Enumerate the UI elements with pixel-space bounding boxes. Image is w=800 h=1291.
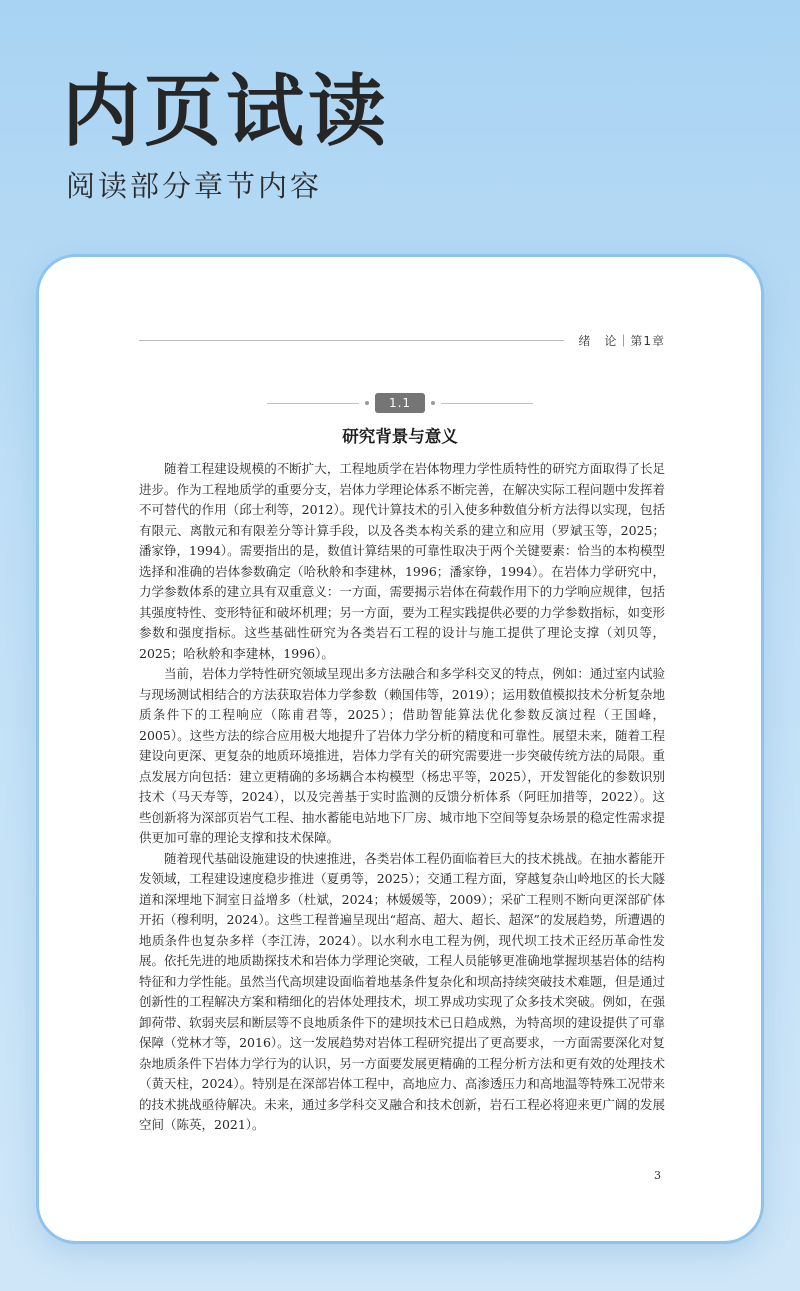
hero-title: 内页试读 [62,67,391,157]
paragraph-3: 随着现代基础设施建设的快速推进，各类岩体工程仍面临着巨大的技术挑战。在抽水蓄能开发领域，工程建设速度稳步推进（夏勇等，2025）；交通工程方面，穿越复杂山岭地区的长大隧道和深埋地下洞室日益增多（杜斌，2024；林媛媛等，2009）；采矿工程则不断向更深部矿体开拓（穆利明，2024）。这些工程普遍呈现出“超高、超大、超长、超深”的发展趋势，所遭遇的地质条件也复杂多样（李江涛，2024）。以水利水电工程为例，现代坝工技术正经历革命性发展。依托先进的地质勘探技术和岩体力学理论突破，工程人员能够更准确地掌握坝基岩体的结构特征和力学性能。虽然当代高坝建设面临着地基条件复杂化和坝高持续突破技术难题，但是通过创新性的工程解决方案和精细化的岩体处理技术，坝工界成功实现了众多技术突破。例如，在强卸荷带、软弱夹层和断层等不良地质条件下的建坝技术已日趋成熟，为特高坝的建设提供了可靠保障（党林才等，2016）。这一发展趋势对岩体工程研究提出了更高要求，一方面需要深化对复杂地质条件下岩体力学行为的认识，另一方面要发展更精确的工程分析方法和更有效的处理技术（黄天柱，2024）。特别是在深部岩体工程中，高地应力、高渗透压力和高地温等特殊工况带来的技术挑战亟待解决。未来，通过多学科交叉融合和技术创新，岩石工程必将迎来更广阔的发展空间（陈英，2021）。 [139,850,665,1132]
section-number-badge: 1.1 [375,393,425,413]
ornament-dot-right [431,401,435,405]
page-number: 3 [654,1169,661,1182]
ornament-dot-left [365,401,369,405]
ornament-line-left [267,403,359,404]
paragraph-1: 随着工程建设规模的不断扩大，工程地质学在岩体物理力学性质特性的研究方面取得了长足进步。作为工程地质学的重要分支，岩体力学理论体系不断完善，在解决实际工程问题中发挥着不可替代的作用（邱士利等，2012）。现代计算技术的引入使多种数值分析方法得以实现，包括有限元、离散元和有限差分等计算手段，以及各类本构关系的建立和应用（罗斌玉等，2025；潘家铮，1994）。需要指出的是，数值计算结果的可靠性取决于两个关键要素：恰当的本构模型选择和准确的岩体参数确定（哈秋舲和李建林，1996；潘家铮，1994）。在岩体力学研究中，力学参数体系的建立具有双重意义：一方面，需要揭示岩体在荷载作用下的力学响应规律，包括其强度特性、变形特征和破坏机理；另一方面，要为工程实践提供必要的力学参数指标，如变形参数和强度指标。这些基础性研究为各类岩石工程的设计与施工提供了理论支撑（刘贝等，2025；哈秋舲和李建林，1996）。 [139,461,665,661]
hero-subtitle: 阅读部分章节内容 [66,169,323,203]
chapter-label: 绪 论｜第1章 [578,333,665,348]
page-preview-card [36,254,764,1244]
running-head [139,329,665,351]
paragraph-2: 当前，岩体力学特性研究领域呈现出多方法融合和多学科交叉的特点，例如：通过室内试验与现场测试相结合的方法获取岩体力学参数（赖国伟等，2019）；运用数值模拟技术分析复杂地质条件下的工程响应（陈甫君等，2025）；借助智能算法优化参数反演过程（王国峰，2005）。这些方法的综合应用极大地提升了岩体力学分析的精度和可靠性。展望未来，随着工程建设向更深、更复杂的地质环境推进，岩体力学有关的研究需要进一步突破传统方法的局限。重点发展方向包括：建立更精确的多场耦合本构模型（杨忠平等，2025），开发智能化的参数识别技术（马天寿等，2024），以及完善基于实时监测的反馈分析体系（阿旺加措等，2022）。这些创新将为深部页岩气工程、抽水蓄能电站地下厂房、城市地下空间等复杂场景的稳定性需求提供更加可靠的理论支撑和技术保障。 [139,666,665,845]
body-text [139,459,665,1136]
section-title: 研究背景与意义 [342,427,458,446]
running-head-rule [139,340,564,341]
ornament-line-right [441,403,533,404]
section-number-ornament [39,393,761,413]
